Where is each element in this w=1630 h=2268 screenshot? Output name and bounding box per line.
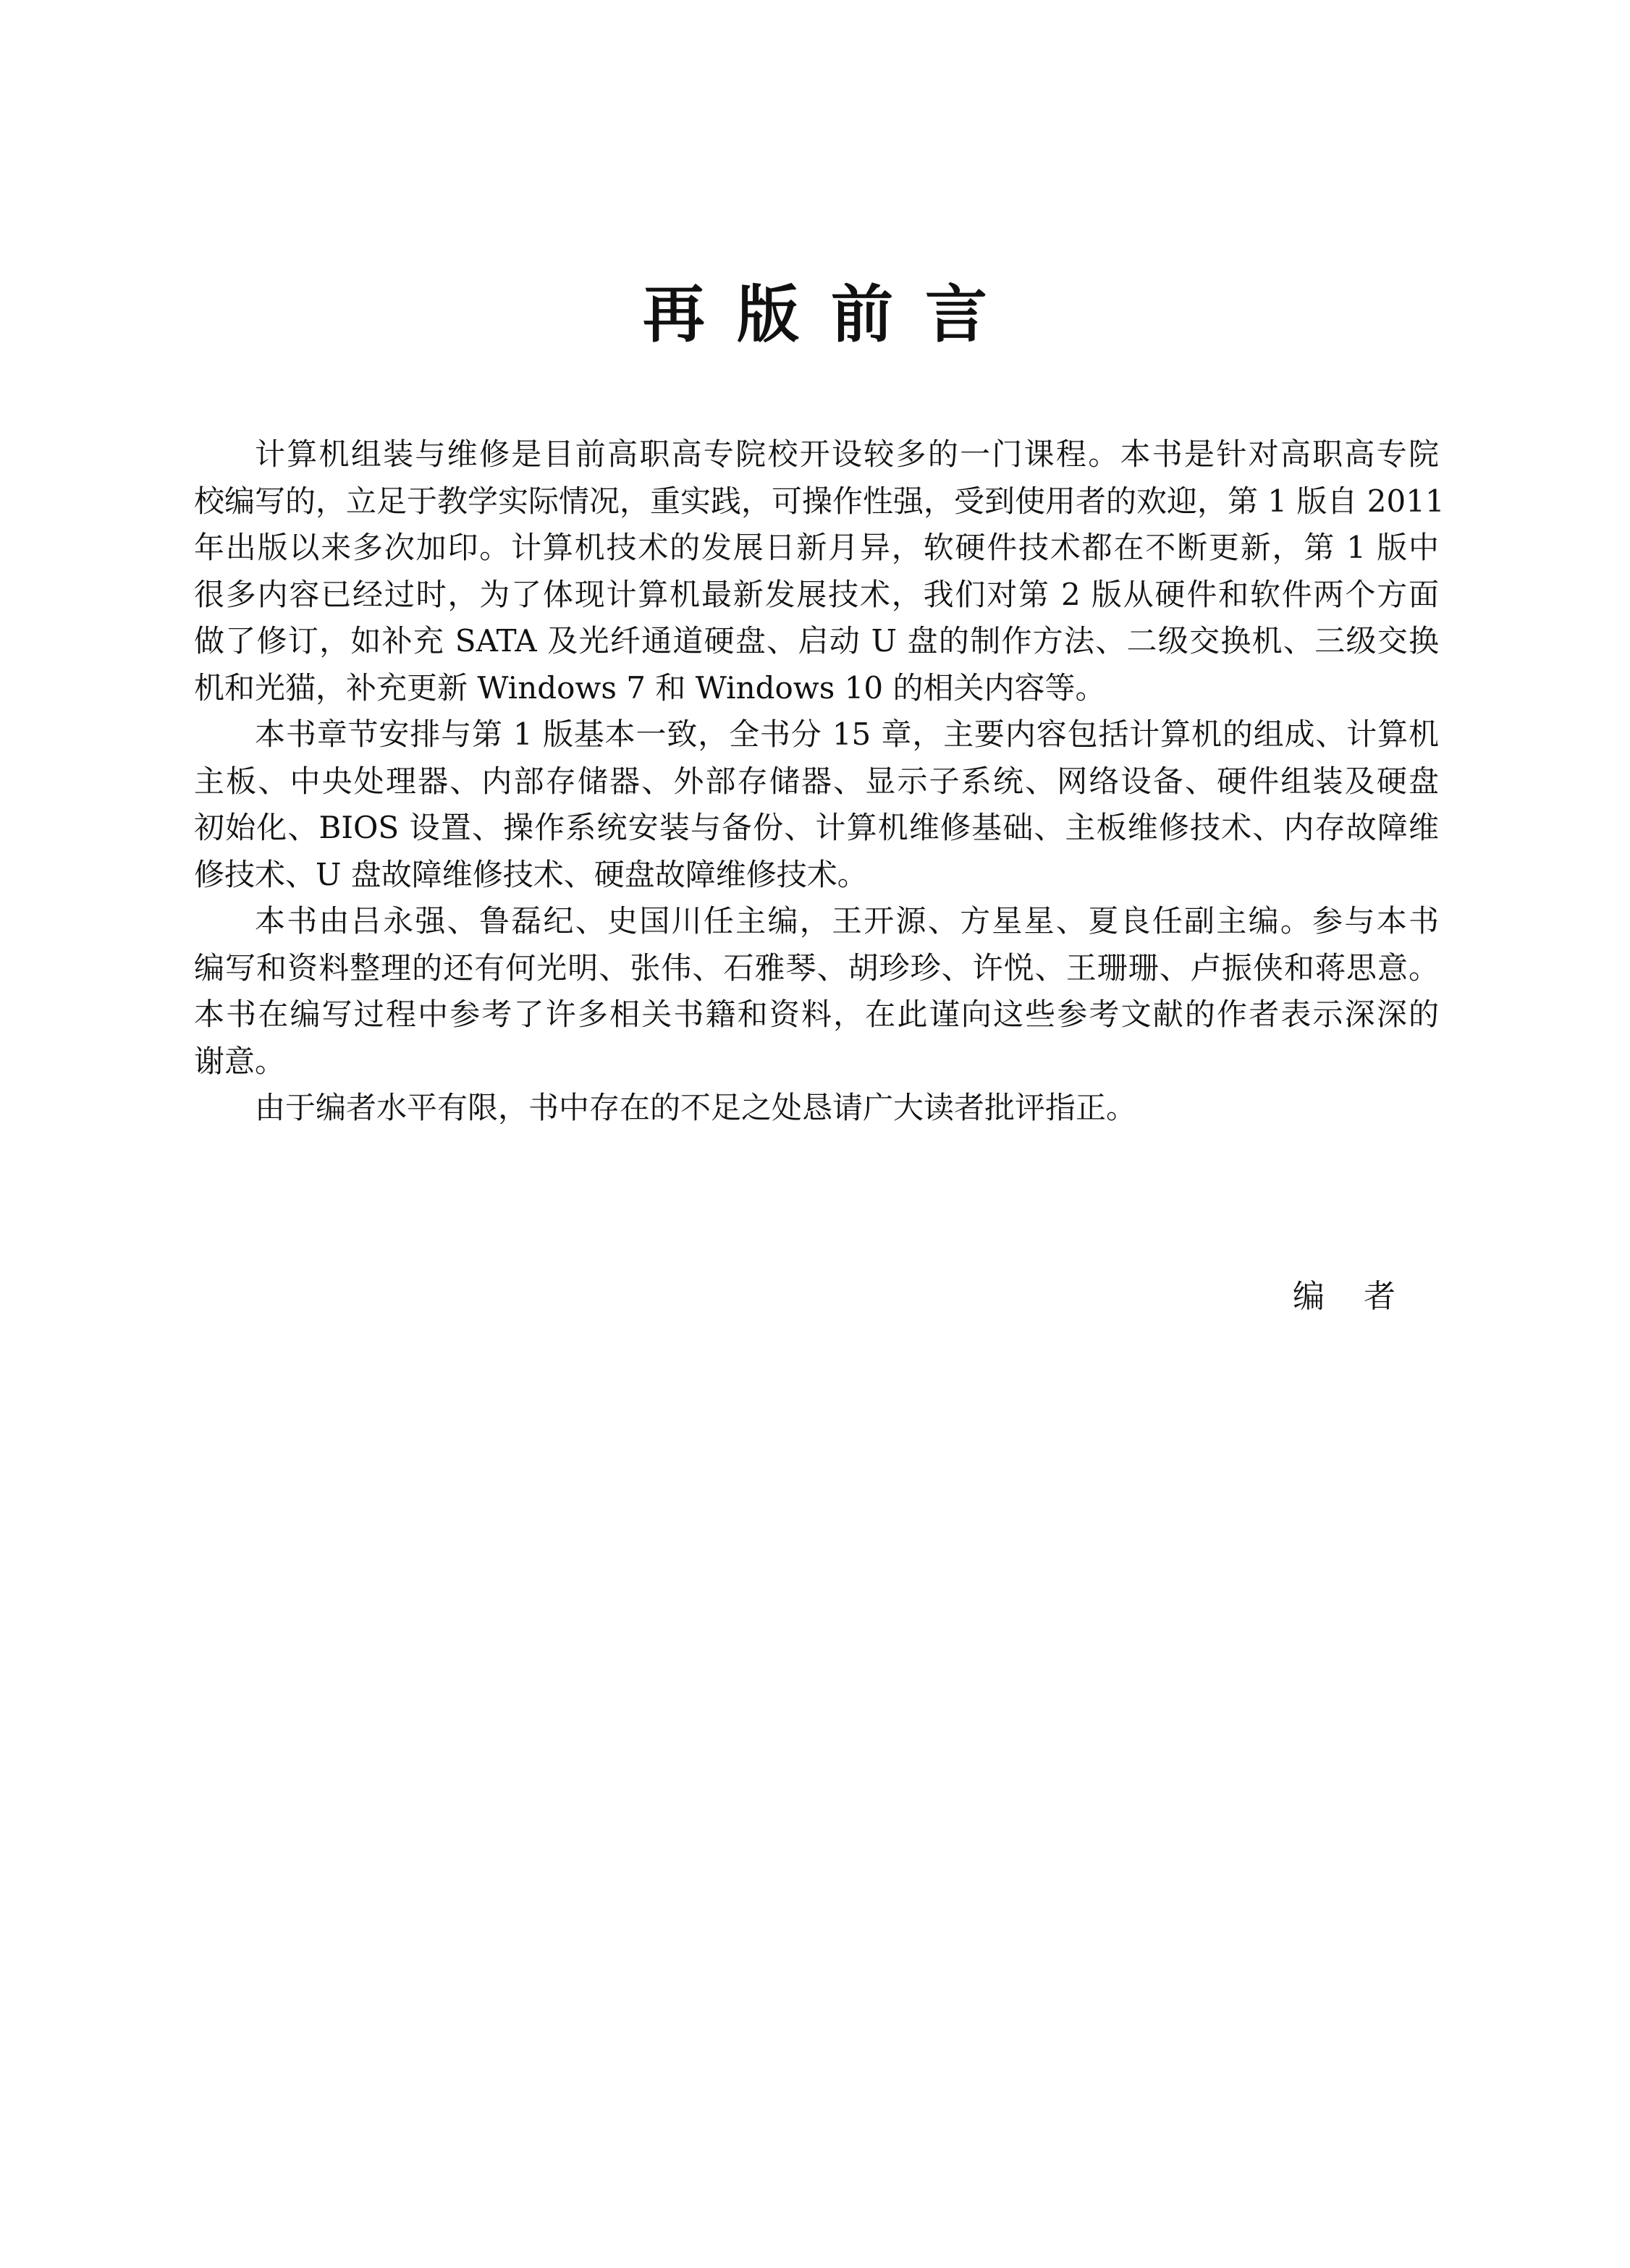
text-line: 做了修订，如补充 SATA 及光纤通道硬盘、启动 U 盘的制作方法、二级交换机、三级交换: [194, 623, 1439, 659]
page-title: 再版前言: [643, 279, 1019, 351]
text-line: 编写和资料整理的还有何光明、张伟、石雅琴、胡珍珍、许悦、王珊珊、卢振侠和蒋思意。: [194, 949, 1439, 986]
text-line: 本书在编写过程中参考了许多相关书籍和资料，在此谨向这些参考文献的作者表示深深的: [194, 997, 1439, 1032]
text-line: 谢意。: [194, 1043, 286, 1079]
paragraph-4: [194, 1085, 1439, 1132]
paragraph-3: [194, 898, 1439, 1085]
text-line: 修技术、U 盘故障维修技术、硬盘故障维修技术。: [194, 856, 868, 892]
paragraph-2: [194, 711, 1439, 898]
preface-body: [194, 431, 1445, 1132]
text-line: 年出版以来多次加印。计算机技术的发展日新月异，软硬件技术都在不断更新，第 1 版中: [194, 530, 1439, 565]
text-line: 初始化、BIOS 设置、操作系统安装与备份、计算机维修基础、主板维修技术、内存故障维: [194, 810, 1439, 845]
text-line: 校编写的，立足于教学实际情况，重实践，可操作性强，受到使用者的欢迎，第 1 版自 2011: [194, 483, 1445, 519]
text-line: 本书章节安排与第 1 版基本一致，全书分 15 章，主要内容包括计算机的组成、计算机: [255, 716, 1439, 752]
text-line: 本书由吕永强、鲁磊纪、史国川任主编，王开源、方星星、夏良任副主编。参与本书: [255, 903, 1439, 939]
text-line: 主板、中央处理器、内部存储器、外部存储器、显示子系统、网络设备、硬件组装及硬盘: [194, 763, 1439, 799]
text-line: 很多内容已经过时，为了体现计算机最新发展技术，我们对第 2 版从硬件和软件两个方面: [194, 576, 1439, 612]
text-line: 计算机组装与维修是目前高职高专院校开设较多的一门课程。本书是针对高职高专院: [255, 436, 1439, 472]
author-signature: 编者: [1293, 1278, 1435, 1315]
text-line: 机和光猫，补充更新 Windows 7 和 Windows 10 的相关内容等。: [194, 669, 1106, 706]
text-line: 由于编者水平有限，书中存在的不足之处恳请广大读者批评指正。: [255, 1090, 1137, 1125]
paragraph-1: [194, 431, 1445, 711]
